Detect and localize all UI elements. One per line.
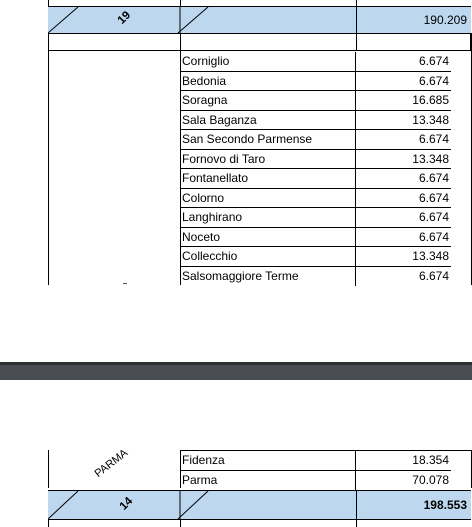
comune-name: Fornovo di Taro: [182, 151, 266, 166]
subtotal-band: [48, 6, 471, 34]
table-row: [180, 52, 451, 72]
table-row: [180, 72, 451, 92]
table-row: [180, 189, 451, 209]
band-total: 198.553: [356, 491, 471, 519]
table-row: [180, 150, 451, 170]
table-row: [180, 91, 451, 111]
empty-row: [48, 33, 471, 51]
comune-value: 6.674: [418, 73, 449, 88]
comune-name: Fontanellato: [182, 171, 249, 185]
table-row: [180, 228, 451, 248]
band-number: 14: [117, 495, 136, 513]
table-row: [180, 169, 451, 189]
table-row: [180, 267, 451, 287]
province-cell-border: [48, 51, 49, 285]
comune-name: Salsomaggiore Terme: [182, 268, 299, 283]
comune-value: 6.674: [418, 268, 449, 283]
comune-value: 6.674: [418, 229, 449, 244]
comune-value: 6.674: [418, 54, 449, 68]
document-page-bottom: [0, 380, 472, 527]
comune-value: 13.348: [412, 151, 449, 166]
band-total: 190.209: [356, 7, 471, 33]
table-border-left: [48, 520, 49, 527]
table-row: [180, 451, 451, 471]
comune-name: Colorno: [182, 190, 225, 205]
cutoff-mark: [123, 283, 127, 284]
comune-name: Parma: [182, 472, 218, 487]
comune-value: 6.674: [418, 132, 449, 146]
table-row: [180, 208, 451, 228]
page-separator-shadow: [0, 362, 472, 365]
comune-value: 16.685: [412, 93, 449, 107]
province-label: PARMA: [92, 446, 131, 480]
comune-value: 13.348: [412, 112, 449, 127]
comune-value: 6.674: [418, 210, 449, 224]
comune-name: Corniglio: [182, 54, 230, 68]
comune-name: San Secondo Parmense: [182, 132, 313, 146]
comune-value: 13.348: [412, 249, 449, 263]
subtotal-band: [48, 490, 471, 520]
table-row: [180, 471, 451, 491]
comune-value: 6.674: [418, 190, 449, 205]
comune-value: 18.354: [412, 453, 449, 467]
province-cell-border: [48, 450, 49, 488]
table-row: [180, 130, 451, 150]
comune-name: Langhirano: [182, 210, 243, 224]
comune-name: Noceto: [182, 229, 221, 244]
table-row: [180, 247, 451, 267]
comune-value: 6.674: [418, 171, 449, 185]
comune-name: Fidenza: [182, 453, 225, 467]
table-border-value: [356, 520, 357, 527]
table-border-mid: [180, 520, 181, 527]
band-number: 19: [115, 9, 134, 27]
comune-name: Sala Baganza: [182, 112, 257, 127]
comune-name: Soragna: [182, 93, 228, 107]
comune-name: Collecchio: [182, 249, 238, 263]
comune-name: Bedonia: [182, 73, 227, 88]
table-row: [180, 111, 451, 131]
comune-value: 70.078: [412, 472, 449, 487]
